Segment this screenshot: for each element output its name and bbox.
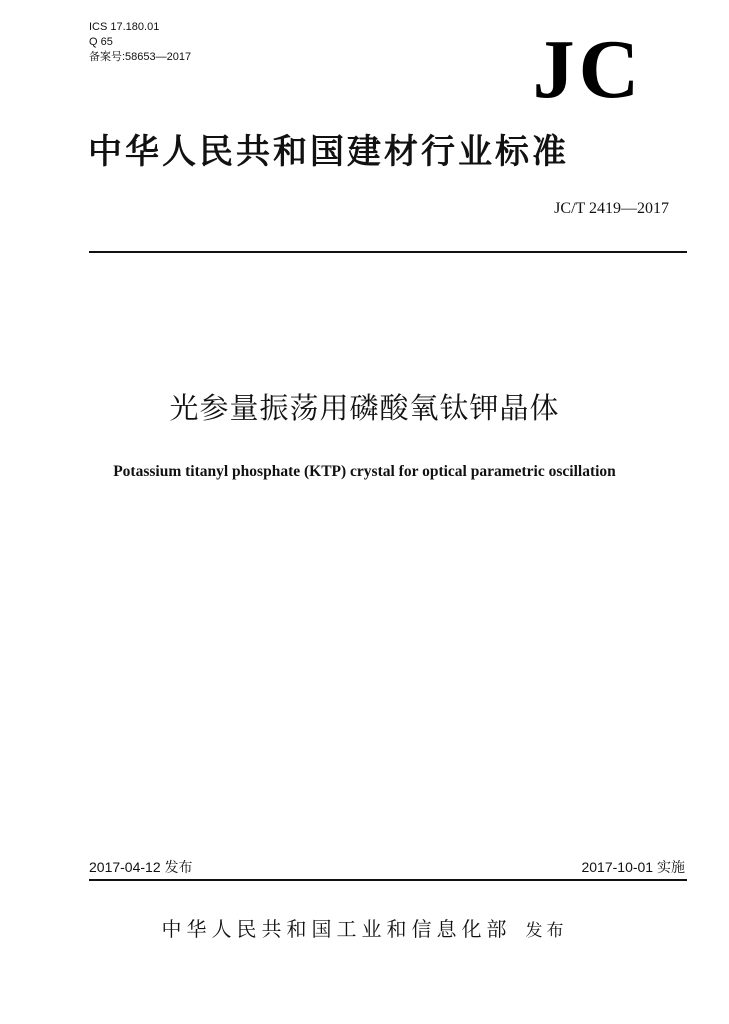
- ccs-code: Q 65: [89, 36, 113, 48]
- implementation-date: 2017-10-01 实施: [581, 859, 685, 875]
- issuing-authority: 中华人民共和国工业和信息化部: [161, 917, 512, 941]
- document-title-english: Potassium titanyl phosphate (KTP) crystal for optical parametric oscillation: [113, 463, 616, 480]
- issuer-line: [0, 914, 729, 946]
- issue-verb: 发布: [525, 921, 568, 941]
- jc-logo: JC: [532, 23, 644, 116]
- header-divider: [89, 251, 687, 253]
- standard-category-title: 中华人民共和国建材行业标准: [88, 132, 569, 172]
- ics-code: ICS 17.180.01: [89, 21, 160, 33]
- standard-number: JC/T 2419—2017: [554, 200, 669, 217]
- footer-divider: [89, 879, 687, 881]
- issue-date: 2017-04-12 发布: [89, 859, 193, 875]
- document-title-chinese: 光参量振荡用磷酸氧钛钾晶体: [169, 391, 560, 425]
- record-number: 备案号:58653—2017: [89, 51, 192, 63]
